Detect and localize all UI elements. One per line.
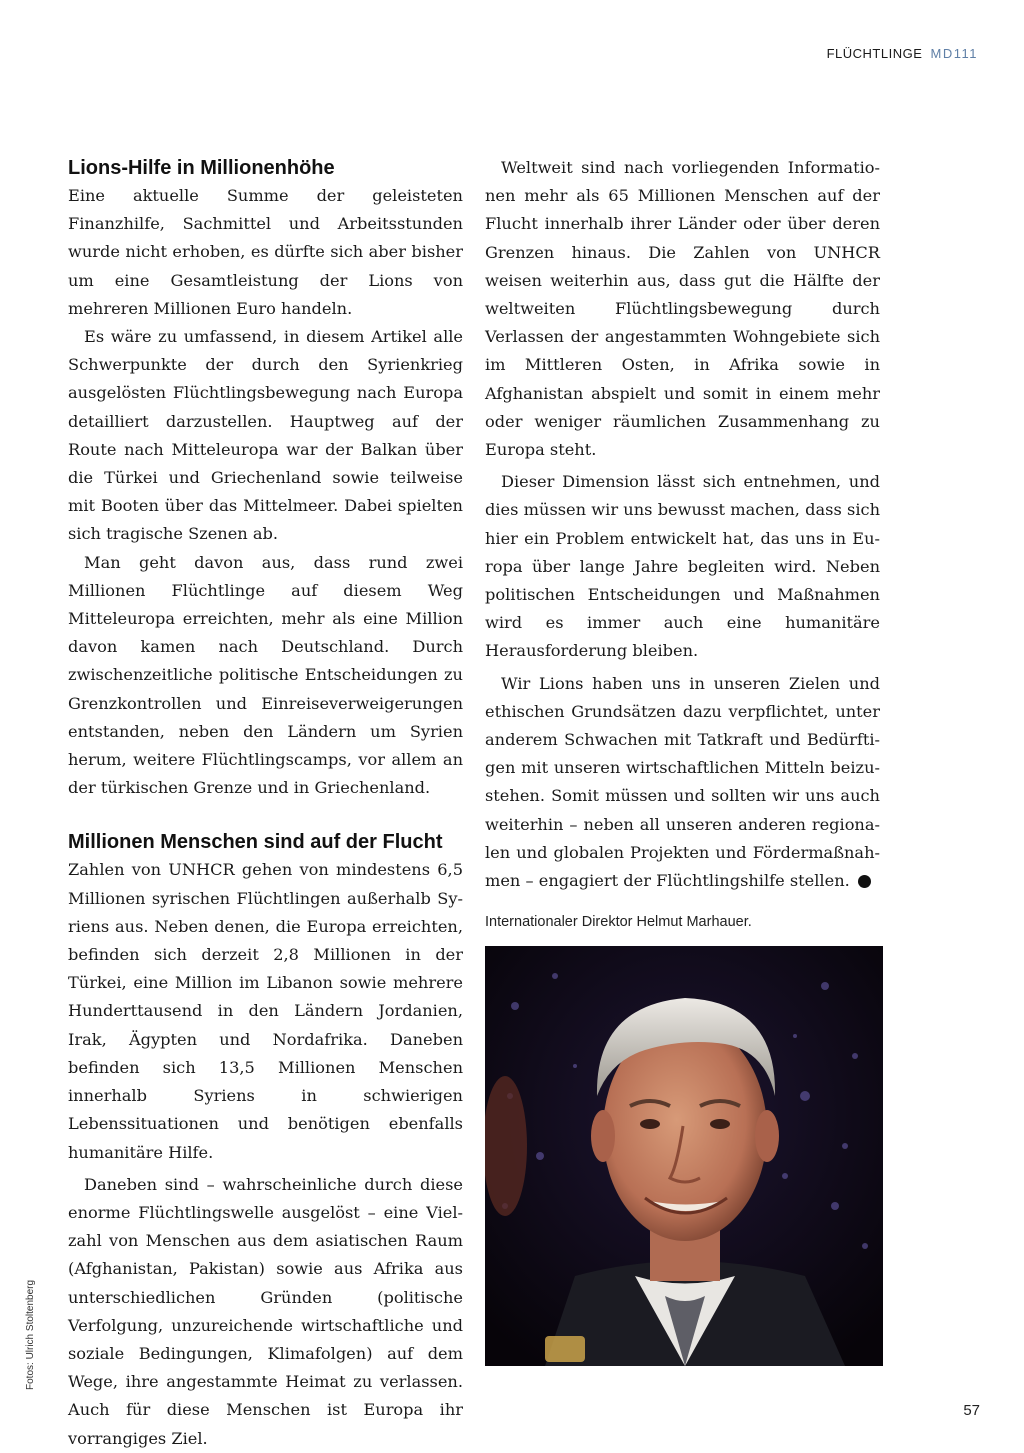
- page-number: 57: [963, 1402, 980, 1419]
- heading-millionen-menschen: Millionen Menschen sind auf der Flucht: [68, 831, 443, 854]
- paragraph-text: Wir Lions haben uns in unseren Zielen und ethischen Grundsätzen dazu verpflichtet, unter anderem Schwachen mit Tatkraft und Bedürftigen mit unseren wirtschaftlichen Mitteln beizustehen. Somit müssen und sollten wir uns auch weiterhin – neben all unseren anderen regionalen und globalen Projekten und Fördermaßnahmen – engagiert der Flüchtlingshilfe stellen.: [485, 673, 880, 891]
- end-of-article-icon: L: [858, 875, 871, 888]
- paragraph: Eine aktuelle Summe der geleisteten Finanzhilfe, Sachmittel und Arbeitsstunden wurde nicht erhoben, es dürfte sich aber bisher um eine Gesamtleistung der Lions von mehreren Millionen Euro handeln.: [68, 186, 463, 318]
- left-column: [68, 154, 463, 1453]
- paragraph: Weltweit sind nach vorliegenden Informationen mehr als 65 Millionen Menschen auf der Flucht innerhalb ihrer Länder oder über deren Grenzen hinaus. Die Zahlen von UNHCR weisen weiterhin aus, dass gut die Hälfte der weltweiten Flüchtlingsbewegung durch Verlassen der angestammten Wohngebiete sich im Mittleren Osten, in Afrika sowie in Afghanistan abspielt und somit in einem mehr oder weniger räumlichen Zusammenhang zu Europa steht.: [485, 158, 880, 460]
- paragraph: Zahlen von UNHCR gehen von mindestens 6,5 Millionen syrischen Flüchtlingen außerhalb Syriens aus. Neben denen, die Europa erreichten, befinden sich derzeit 2,8 Millionen in der Türkei, eine Million im Libanon sowie mehrere Hunderttausend in den Ländern Jordanien, Irak, Ägypten und Nordafrika. Daneben befinden sich 13,5 Millionen Menschen innerhalb Syriens in schwierigen Lebenssituationen und benötigen ebenfalls humanitäre Hilfe.: [68, 860, 463, 1162]
- section-label: FLÜCHTLINGE: [826, 46, 923, 61]
- paragraph: Es wäre zu umfassend, in diesem Artikel alle Schwerpunkte der durch den Syrienkrieg ausgelösten Flüchtlingsbewegung nach Europa detailliert darzustellen. Hauptweg auf der Route nach Mitteleuropa war der Balkan über die Türkei und Griechenland sowie teilweise mit Booten über das Mittelmeer. Dabei spielten sich tragische Szenen ab.: [68, 327, 463, 544]
- right-column: [485, 154, 880, 895]
- heading-lions-hilfe: Lions-Hilfe in Millionenhöhe: [68, 157, 335, 179]
- photo-caption: Internationaler Direktor Helmut Marhauer.: [485, 914, 752, 930]
- portrait-illustration: [485, 946, 883, 1366]
- photo-credit: Fotos: Ulrich Stoltenberg: [25, 1279, 36, 1390]
- paragraph-final: [485, 670, 880, 896]
- paragraph: Dieser Dimension lässt sich entnehmen, und dies müssen wir uns bewusst machen, dass sich hier ein Problem entwickelt hat, das uns in Europa über lange Jahre begleiten wird. Neben politischen Entscheidungen und Maßnahmen wird es immer auch eine humanitäre Herausforderung bleiben.: [485, 472, 880, 661]
- paragraph: Daneben sind – wahrscheinliche durch diese enorme Flüchtlingswelle ausgelöst – eine Vielzahl von Menschen aus dem asiatischen Raum (Afghanistan, Pakistan) sowie aus Afrika aus unterschiedlichen Gründen (politische Verfolgung, unzureichende wirtschaftliche und soziale Bedingungen, Klimafolgen) auf dem Wege, ihre angestammte Heimat zu verlassen. Auch für diese Menschen ist Europa ihr vorrangiges Ziel.: [68, 1174, 463, 1448]
- running-head: [827, 46, 978, 61]
- magazine-label: MD111: [930, 46, 978, 61]
- portrait-photo: [485, 946, 883, 1366]
- paragraph: Man geht davon aus, dass rund zwei Millionen Flüchtlinge auf diesem Weg Mitteleuropa erreichten, mehr als eine Million davon kamen nach Deutschland. Durch zwischenzeitliche politische Entscheidungen zu Grenzkontrollen und Einreiseverweigerungen entstanden, neben den Ländern um Syrien herum, weitere Flüchtlingscamps, vor allem an der türkischen Grenze und in Griechenland.: [68, 552, 463, 798]
